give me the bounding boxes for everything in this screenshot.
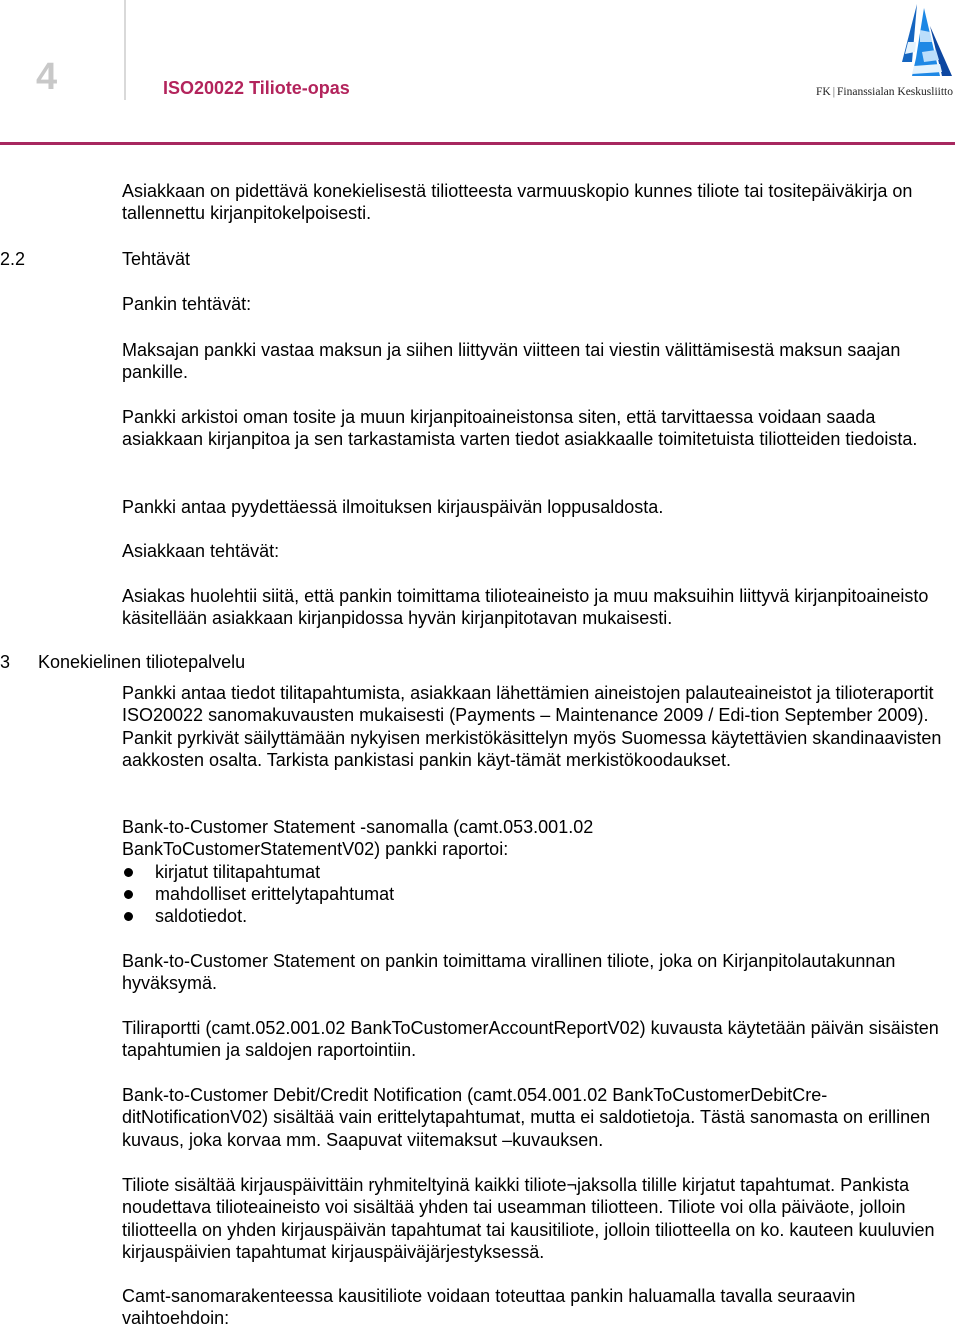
section3-paragraph-7: Camt-sanomarakenteessa kausitiliote voidaan toteuttaa pankin haluamalla tavalla seuraavin vaihtoehdoin: — [122, 1286, 856, 1329]
customer-tasks-heading: Asiakkaan tehtävät: — [122, 541, 280, 561]
bank-paragraph-3: Pankki antaa pyydettäessä ilmoituksen kirjauspäivän loppusaldosta. — [122, 497, 664, 517]
bank-paragraph-2: Pankki arkistoi oman tosite ja muun kirjanpitoaineistonsa siten, että tarvittaessa voidaan saada asiakkaan kirjanpitoa ja sen tarkastamista varten tiedot asiakkaalle toimitetuista tiliotteiden tiedoista. — [122, 407, 918, 450]
logo-name: Finanssialan Keskusliitto — [837, 86, 953, 98]
header-rule — [0, 142, 955, 145]
bank-tasks-heading: Pankin tehtävät: — [122, 294, 252, 314]
page-number: 4 — [36, 56, 58, 98]
list-item: mahdolliset erittelytapahtumat — [122, 883, 952, 905]
logo-abbr: FK — [816, 86, 831, 98]
section3-paragraph-3: Bank-to-Customer Statement on pankin toimittama virallinen tiliote, joka on Kirjanpitolautakunnan hyväksymä. — [122, 951, 896, 994]
header-divider — [124, 0, 126, 100]
section-number-2-2: 2.2 — [0, 249, 26, 269]
section3-paragraph-2 — [122, 816, 952, 927]
section3-paragraph-5: Bank-to-Customer Debit/Credit Notification (camt.054.001.02 BankToCustomerDebitCre-ditNotificationV02) sisältää vain erittelytapahtumat, mutta ei saldotietoja. Tästä sanomasta on erillinen kuvaus, joka korvaa mm. Saapuvat viitemaksut –kuvauksen. — [122, 1085, 931, 1150]
section3-p2-line1: Bank-to-Customer Statement -sanomalla (camt.053.001.02 — [122, 817, 594, 837]
section-title-konekielinen: Konekielinen tiliotepalvelu — [38, 652, 246, 672]
bank-paragraph-1: Maksajan pankki vastaa maksun ja siihen liittyvän viitteen tai viestin välittämisestä maksun saajan pankille. — [122, 340, 901, 383]
section-title-tehtavat: Tehtävät — [122, 249, 191, 269]
list-item: saldotiedot. — [122, 905, 952, 927]
document-title: ISO20022 Tiliote-opas — [163, 78, 350, 98]
section3-paragraph-1: Pankki antaa tiedot tilitapahtumista, asiakkaan lähettämien aineistojen palauteaineistot ja tilioteraportit ISO20022 sanomakuvausten mukaisesti (Payments – Maintenance 2009 / Edi-tion September 2009). Pankit pyrkivät säilyttämään nykyisen merkistökäsittelyn myös Suomessa käytettävien skandinaavisten aakkosten osalta. Tarkista pankistasi pankin käyt-tämät merkistökoodaukset. — [122, 683, 942, 770]
section3-paragraph-6: Tiliote sisältää kirjauspäivittäin ryhmiteltyinä kaikki tiliote¬jaksolla tilille kirjatut tapahtumat. Pankista noudettava tilioteaineisto voi sisältää yhden tai useamman tiliotteen. Tiliote voi olla päiväote, jolloin tiliotteella on yhden kirjauspäivän tapahtumat tai kausitiliote, jolloin tiliotteella on ko. kauteen kuuluvien kirjauspäivien tapahtumat kirjauspäiväjärjestyksessä. — [122, 1175, 935, 1262]
intro-paragraph: Asiakkaan on pidettävä konekielisestä tiliotteesta varmuuskopio kunnes tiliote tai tositepäiväkirja on tallennettu kirjanpitokelpoisesti. — [122, 181, 913, 224]
list-item: kirjatut tilitapahtumat — [122, 861, 952, 883]
section3-p2-line2: BankToCustomerStatementV02) pankki raportoi: — [122, 839, 509, 860]
logo-wordmark: FK | Finanssialan Keskusliitto — [816, 86, 953, 98]
report-contents-list — [122, 861, 952, 928]
customer-paragraph-1: Asiakas huolehtii siitä, että pankin toimittama tilioteaineisto ja muu maksuihin liittyvä kirjanpitoaineisto käsitellään asiakkaan kirjanpidossa hyvän kirjanpitotavan mukaisesti. — [122, 586, 929, 629]
section3-paragraph-4: Tiliraportti (camt.052.001.02 BankToCustomerAccountReportV02) kuvausta käytetään päivän sisäisten tapahtumien ja saldojen raportointiin. — [122, 1018, 939, 1061]
section-number-3: 3 — [0, 652, 11, 672]
